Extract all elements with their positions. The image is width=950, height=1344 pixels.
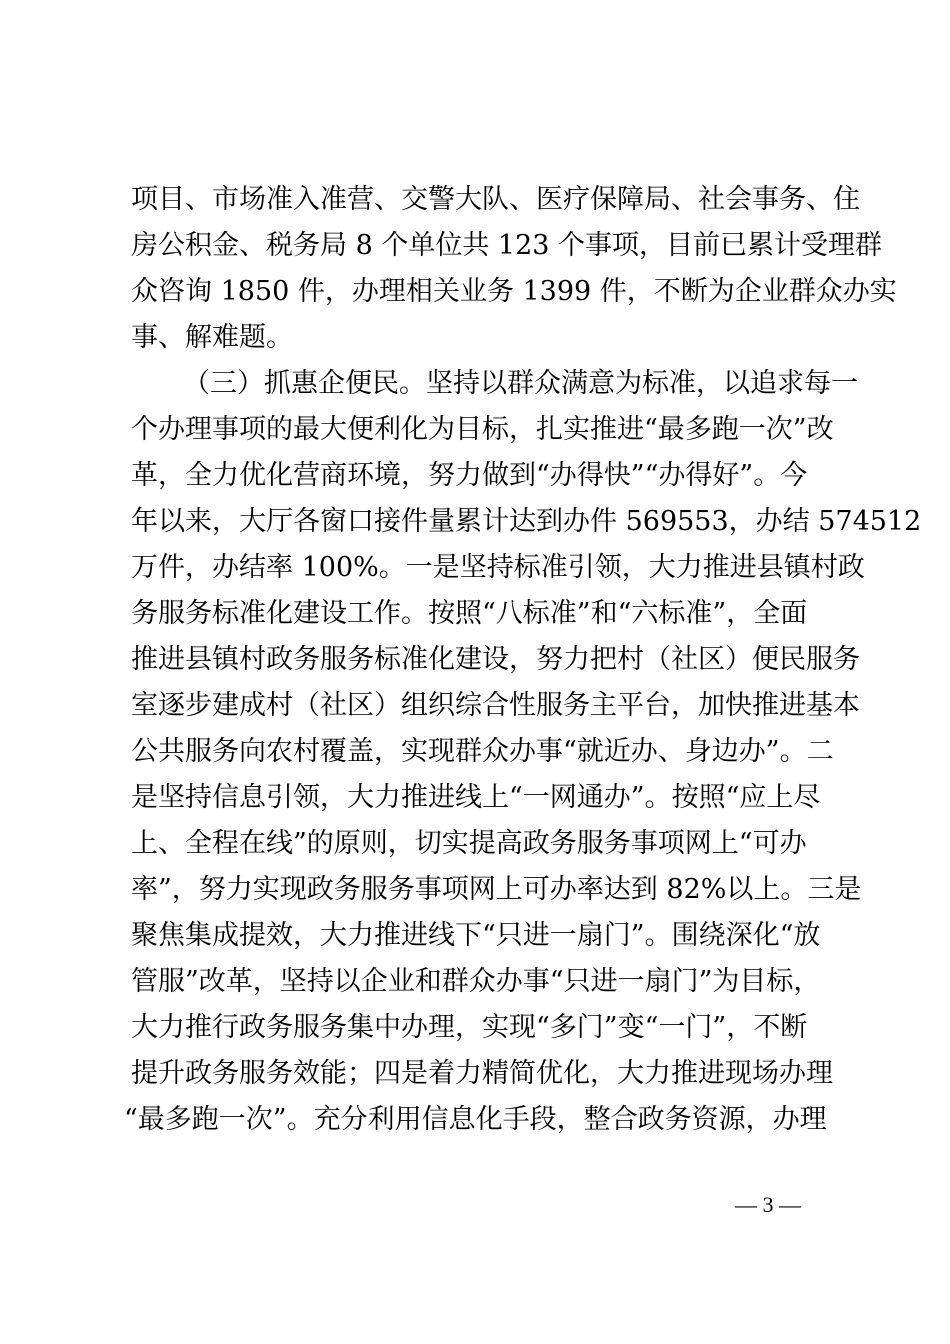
paragraph-line: 万件，办结率 100%。一是坚持标准引领，大力推进县镇村政: [131, 552, 865, 583]
paragraph-line: 聚焦集成提效，大力推进线下“只进一扇门”。围绕深化“放: [131, 920, 821, 951]
paragraph-line: 革，全力优化营商环境，努力做到“办得快”“办得好”。今: [131, 460, 808, 491]
section-heading-line: （三）抓惠企便民。坚持以群众满意为标准，以追求每一: [183, 368, 858, 399]
paragraph-line: 务服务标准化建设工作。按照“八标准”和“六标准”，全面: [131, 598, 808, 629]
paragraph-line: “最多跑一次”。充分利用信息化手段，整合政务资源，办理: [124, 1104, 827, 1135]
paragraph-line: 公共服务向农村覆盖，实现群众办事“就近办、身边办”。二: [131, 736, 834, 767]
paragraph-line: 室逐步建成村（社区）组织综合性服务主平台，加快推进基本: [131, 690, 860, 721]
paragraph-line: 项目、市场准入准营、交警大队、医疗保障局、社会事务、住: [131, 184, 860, 215]
paragraph-line: 提升政务服务效能；四是着力精简优化，大力推进现场办理: [131, 1058, 833, 1089]
paragraph-line: 大力推行政务服务集中办理，实现“多门”变“一门”，不断: [131, 1012, 808, 1043]
paragraph-line: 是坚持信息引领，大力推进线上“一网通办”。按照“应上尽: [131, 782, 821, 813]
paragraph-line: 事、解难题。: [131, 322, 293, 353]
paragraph-line: 房公积金、税务局 8 个单位共 123 个事项，目前已累计受理群: [131, 230, 883, 261]
paragraph-line: 推进县镇村政务服务标准化建设，努力把村（社区）便民服务: [131, 644, 860, 675]
paragraph-line: 众咨询 1850 件，办理相关业务 1399 件，不断为企业群众办实: [131, 276, 897, 307]
paragraph-line: 管服”改革，坚持以企业和群众办事“只进一扇门”为目标，: [131, 966, 821, 997]
page-number: — 3 —: [735, 1192, 801, 1217]
paragraph-line: 年以来，大厅各窗口接件量累计达到办件 569553，办结 574512: [131, 506, 922, 537]
paragraph-line: 上、全程在线”的原则，切实提高政务服务事项网上“可办: [131, 828, 807, 859]
paragraph-line: 个办理事项的最大便利化为目标，扎实推进“最多跑一次”改: [131, 414, 834, 445]
paragraph-line: 率”，努力实现政务服务事项网上可办率达到 82%以上。三是: [131, 874, 862, 905]
